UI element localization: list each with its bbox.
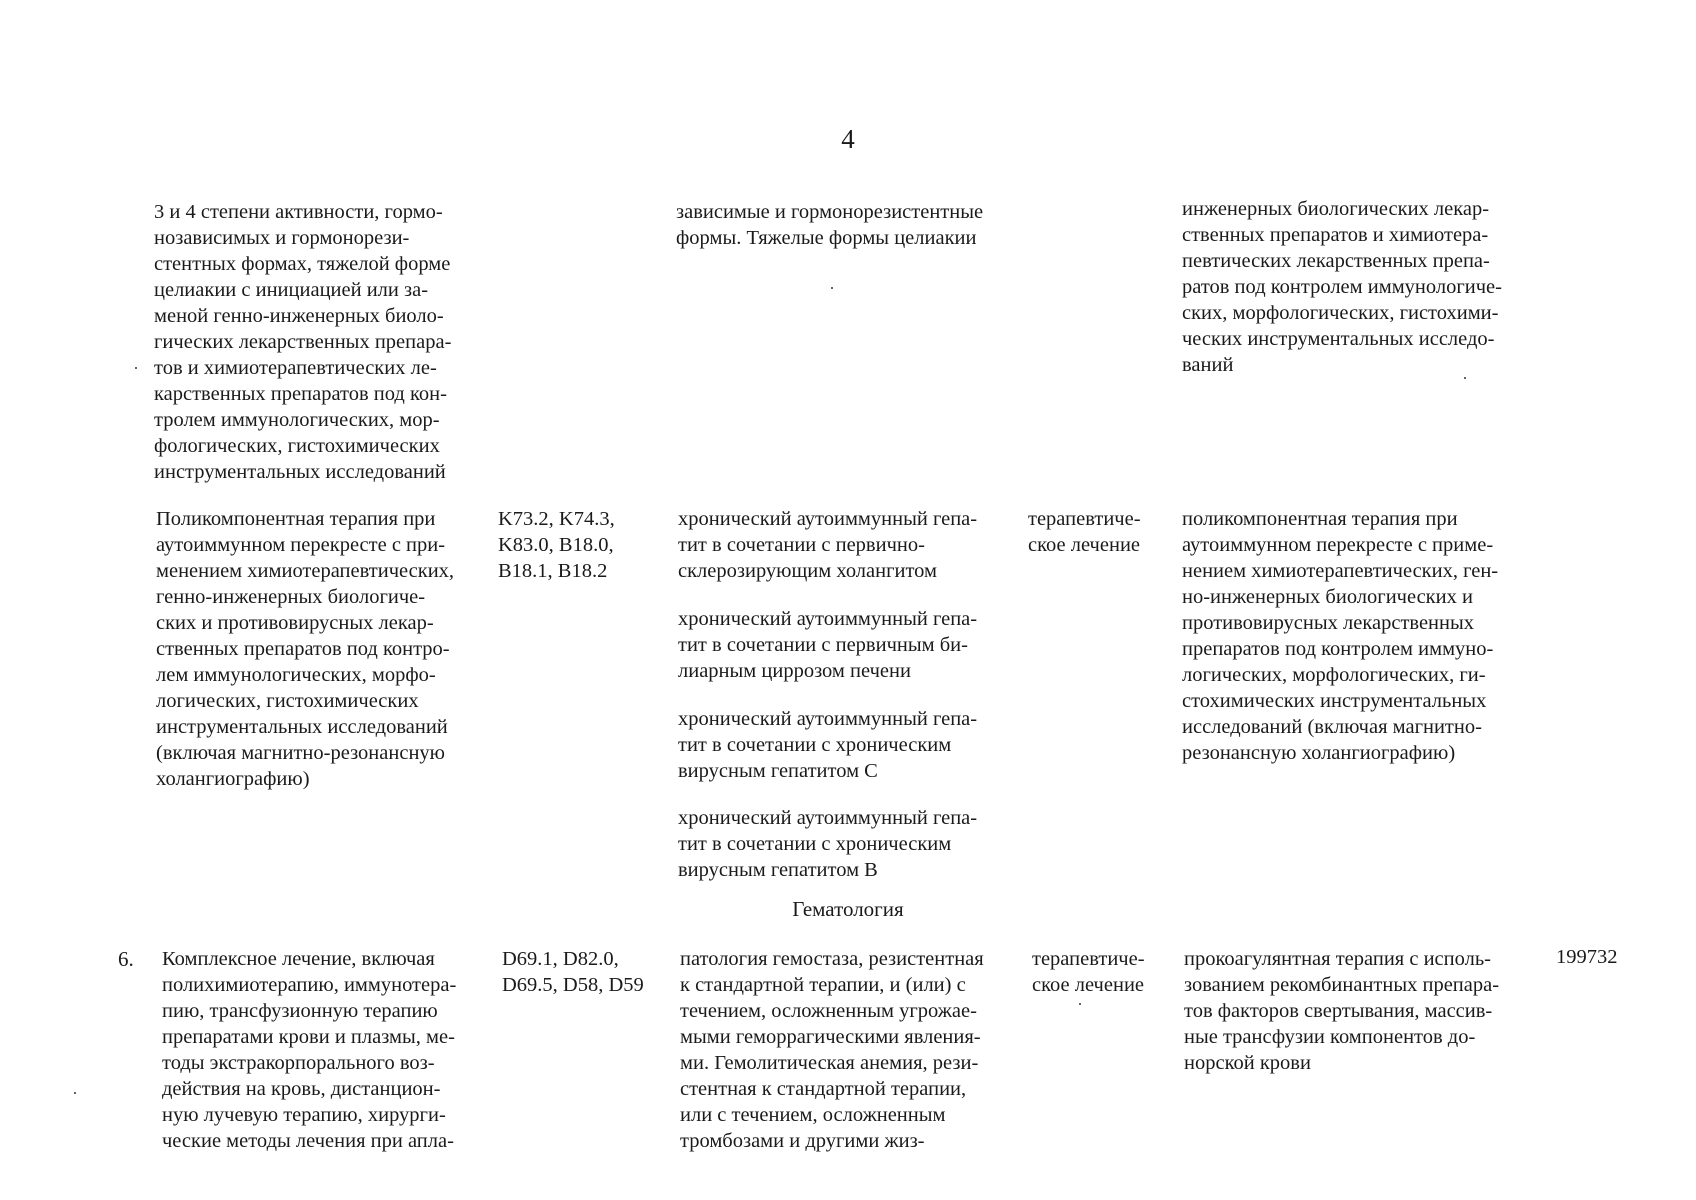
row2-diagnosis-3: хронический аутоиммунный гепа- тит в сочетании с хроническим вирусным гепатитом C: [678, 708, 978, 782]
scan-speck: [135, 367, 137, 369]
row3-diagnosis: патология гемостаза, резистентная к стандартной терапии, и (или) с течением, осложненным угрожае- мыми геморрагическими явления- ми. Гемолитическая анемия, рези- стентная к стандартной терапии, или с течением, осложненным тромбозами и другими жиз-: [680, 948, 984, 1152]
scan-speck: [1464, 377, 1466, 379]
page-number: 4: [841, 124, 855, 154]
row3-codes: D69.1, D82.0, D69.5, D58, D59: [502, 948, 644, 996]
row2-diagnosis-4: хронический аутоиммунный гепа- тит в сочетании с хроническим вирусным гепатитом B: [678, 807, 978, 881]
row2-diagnosis-1: хронический аутоиммунный гепа- тит в сочетании с первично- склерозирующим холангитом: [678, 508, 978, 582]
row3-number: 6.: [118, 947, 134, 971]
row3-method: прокоагулянтная терапия с исполь- зованием рекомбинантных препара- тов факторов свертывания, массив- ные трансфузии компонентов до- норской крови: [1184, 948, 1500, 1074]
row3-treatment-type: терапевтиче- ское лечение: [1032, 948, 1145, 996]
row2-treatment-type: терапевтиче- ское лечение: [1028, 508, 1141, 556]
row1-diagnosis: зависимые и гормонорезистентные формы. Тяжелые формы целиакии: [676, 201, 984, 249]
row1-method: инженерных биологических лекар- ственных препаратов и химиотера- певтических лекарственных препа- ратов под контролем иммунологиче- ских, морфологических, гистохими- ческих инструментальных исследо- ваний: [1182, 198, 1502, 376]
row3-cost: 199732: [1556, 946, 1618, 968]
row3-description: Комплексное лечение, включая полихимиотерапию, иммунотера- пию, трансфузионную терапию препаратами крови и плазмы, ме- тоды экстракорпорального воз- действия на кровь, дистанцион- ную лучевую терапию, хирурги- ческие методы лечения при апла-: [162, 948, 457, 1152]
row2-method: поликомпонентная терапия при аутоиммунном перекресте с приме- нением химиотерапевтических, ген- но-инженерных биологических и противовирусных лекарственных препаратов под контролем иммуно- логических, морфологических, ги- стохимических инструментальных исследований (включая магнитно- резонансную холангиографию): [1182, 508, 1499, 764]
row2-codes: K73.2, K74.3, K83.0, B18.0, B18.1, B18.2: [498, 508, 615, 582]
scan-speck: [74, 1092, 76, 1094]
row2-diagnosis-2: хронический аутоиммунный гепа- тит в сочетании с первичным би- лиарным циррозом печени: [678, 608, 978, 682]
row2-description: Поликомпонентная терапия при аутоиммунном перекресте с при- менением химиотерапевтических, генно-инженерных биологиче- ских и противовирусных лекар- ственных препаратов под контро- лем иммунологических, морфо- логических, гистохимических инструментальных исследований (включая магнитно-резонансную холангиографию): [156, 508, 455, 790]
scan-speck: [1079, 1003, 1081, 1005]
row1-description: 3 и 4 степени активности, гормо- нозависимых и гормонорези- стентных формах, тяжелой форме целиакии с инициацией или за- меной генно-инженерных биоло- гических лекарственных препара- тов и химиотерапевтических ле- карственных препаратов под кон- тролем иммунологических, мор- фологических, гистохимических инструментальных исследований: [154, 201, 452, 483]
scan-speck: [831, 287, 833, 289]
section-title: Гематология: [792, 897, 904, 921]
